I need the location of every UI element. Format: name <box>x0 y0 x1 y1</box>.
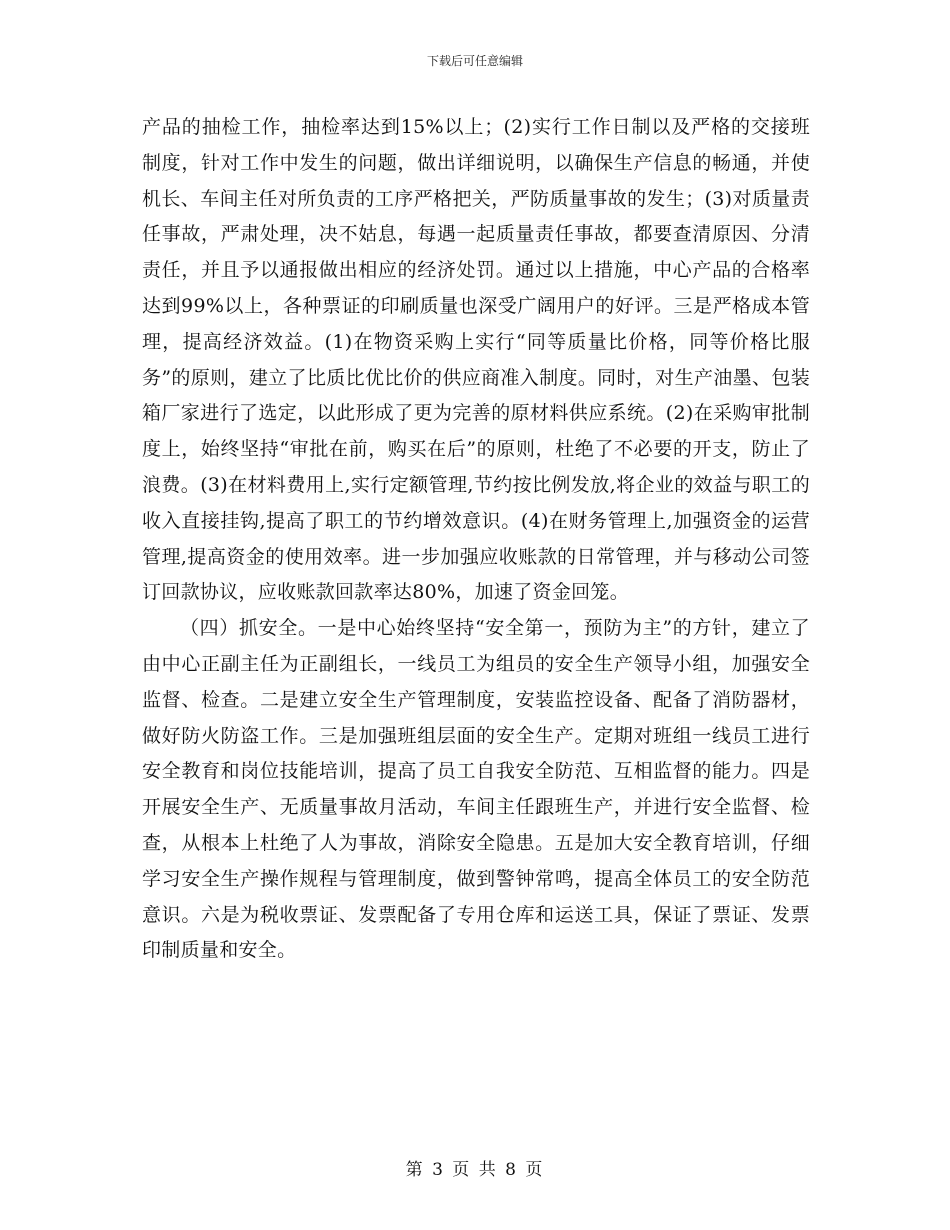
paragraph-safety: （四）抓安全。一是中心始终坚持“安全第一，预防为主”的方针，建立了由中心正副主任为正副组长，一线员工为组员的安全生产领导小组，加强安全监督、检查。二是建立安全生产管理制度，安装监控设备、配备了消防器材，做好防火防盗工作。三是加强班组层面的安全生产。定期对班组一线员工进行安全教育和岗位技能培训，提高了员工自我安全防范、互相监督的能力。四是开展安全生产、无质量事故月活动，车间主任跟班生产，并进行安全监督、检查，从根本上杜绝了人为事故，消除安全隐患。五是加大安全教育培训，仔细学习安全生产操作规程与管理制度，做到警钟常鸣，提高全体员工的安全防范意识。六是为税收票证、发票配备了专用仓库和运送工具，保证了票证、发票印制质量和安全。 <box>142 617 810 962</box>
page-number: 第 3 页 共 8 页 <box>405 1160 545 1180</box>
document-body <box>142 110 810 969</box>
paragraph-continued: 产品的抽检工作，抽检率达到15%以上；(2)实行工作日制以及严格的交接班制度，针对工作中发生的问题，做出详细说明，以确保生产信息的畅通，并使机长、车间主任对所负责的工序严格把关，严防质量事故的发生；(3)对质量责任事故，严肃处理，决不姑息，每遇一起质量责任事故，都要查清原因、分清责任，并且予以通报做出相应的经济处罚。通过以上措施，中心产品的合格率达到99%以上，各种票证的印刷质量也深受广阔用户的好评。三是严格成本管理，提高经济效益。(1)在物资采购上实行“同等质量比价格，同等价格比服务”的原则，建立了比质比优比价的供应商准入制度。同时，对生产油墨、包装箱厂家进行了选定，以此形成了更为完善的原材料供应系统。(2)在采购审批制度上，始终坚持“审批在前，购买在后”的原则，杜绝了不必要的开支，防止了浪费。(3)在材料费用上,实行定额管理,节约按比例发放,将企业的效益与职工的收入直接挂钩,提高了职工的节约增效意识。(4)在财务管理上,加强资金的运营管理,提高资金的使用效率。进一步加强应收账款的日常管理，并与移动公司签订回款协议，应收账款回款率达80%，加速了资金回笼。 <box>142 116 810 604</box>
page-header: 下载后可任意编辑 <box>426 54 523 68</box>
